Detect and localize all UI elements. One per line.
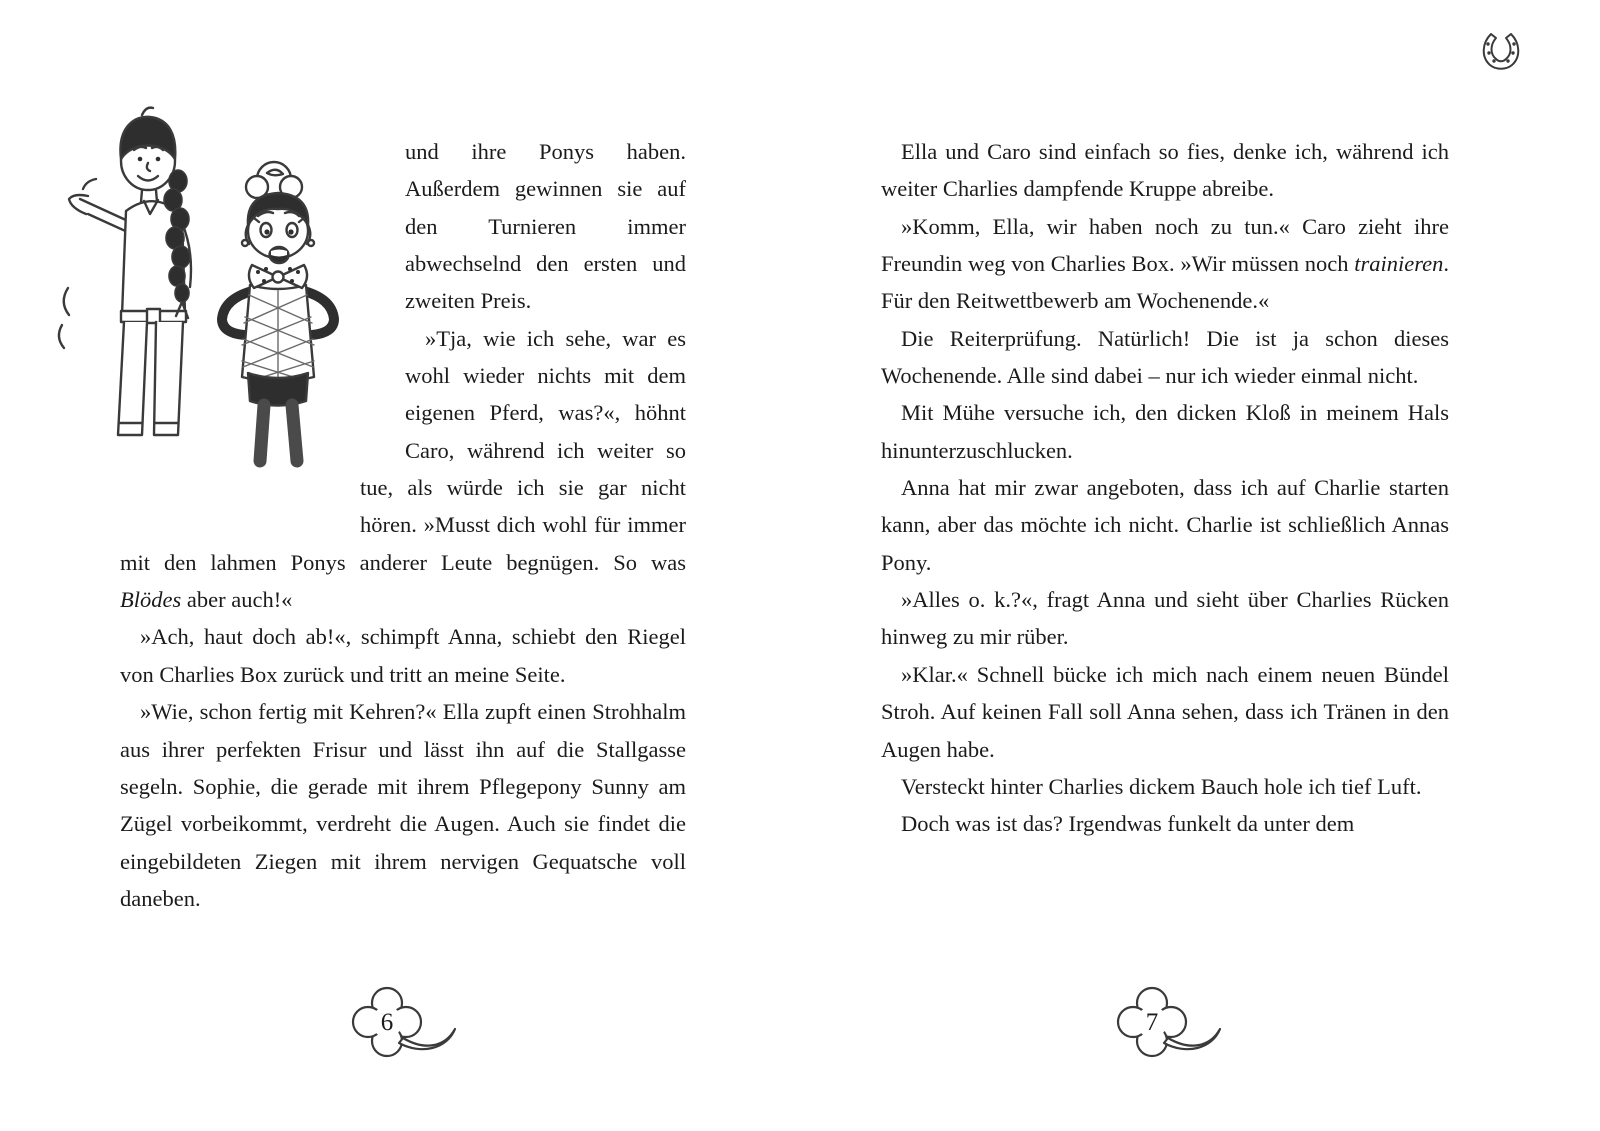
- paragraph: [881, 133, 1449, 208]
- body-text: »Klar.« Schnell bücke ich mich nach einem neuen Bündel Stroh. Auf keinen Fall soll Anna sehen, dass ich Tränen in den Augen habe.: [881, 661, 1449, 762]
- body-text: . Für den Reitwettbewerb am Wochenende.«: [881, 251, 1449, 314]
- paragraph: [881, 208, 1449, 320]
- four-leaf-clover-icon: [345, 983, 460, 1061]
- paragraph: [881, 805, 1449, 842]
- body-text: »Komm, Ella, wir haben noch zu tun.« Caro zieht ihre Freundin weg von Charlies Box. »Wir müssen noch: [881, 213, 1449, 277]
- right-page-number: 7: [1145, 1009, 1159, 1036]
- horseshoe-icon: [1478, 28, 1524, 74]
- body-text: »Ach, haut doch ab!«, schimpft Anna, schiebt den Riegel von Charlies Box zurück und tritt an meine Seite.: [120, 624, 686, 687]
- emphasized-text: Blödes: [120, 587, 182, 613]
- body-text: »Alles o. k.?«, fragt Anna und sieht über Charlies Rücken hinweg zu mir rüber.: [881, 587, 1449, 650]
- body-text: Versteckt hinter Charlies dickem Bauch hole ich tief Luft.: [901, 773, 1422, 799]
- body-text: und ihre Ponys haben. Außerdem gewinnen sie auf den Turnieren immer abwechselnd den ersten und zweiten Preis.: [405, 139, 686, 314]
- emphasized-text: trainieren: [1354, 251, 1444, 277]
- left-page-number: 6: [380, 1009, 394, 1036]
- paragraph: [120, 693, 686, 917]
- paragraph: [881, 656, 1449, 768]
- body-text: »Wie, schon fertig mit Kehren?« Ella zupft einen Strohhalm aus ihrer perfekten Frisur und lässt ihn auf die Stallgasse segeln. Sophie, die gerade mit ihrem Pflegepony Sunny am Zügel vorbeikommt, verdreht die Augen. Auch sie findet die eingebildeten Ziegen mit ihrem nervigen Gequatsche voll daneben.: [120, 699, 686, 911]
- body-text: Ella und Caro sind einfach so fies, denke ich, während ich weiter Charlies dampfende Kruppe abreibe.: [881, 139, 1449, 202]
- body-text: »Tja, wie ich sehe, war es wohl wieder nichts mit dem eigenen Pferd, was?«, höhnt Caro, während ich weiter so tue, als würde ich sie gar nicht hören. »Musst dich wohl für immer mit den lahmen Ponys anderer Leute begnügen. So was: [120, 325, 686, 575]
- right-page-text: [881, 133, 1449, 843]
- body-text: Die Reiterprüfung. Natürlich! Die ist ja schon dieses Wochenende. Alle sind dabei – nur ich wieder einmal nicht.: [881, 325, 1449, 389]
- paragraph: [881, 581, 1449, 656]
- illustration-text-wrap-spacer: [120, 469, 360, 507]
- four-leaf-clover-icon: [1110, 983, 1225, 1061]
- paragraph: [120, 618, 686, 693]
- paragraph: [881, 394, 1449, 469]
- paragraph: [881, 768, 1449, 805]
- paragraph: [881, 320, 1449, 395]
- body-text: aber auch!«: [181, 587, 293, 613]
- illustration-text-wrap-spacer: [120, 133, 405, 469]
- left-page-text: [120, 133, 686, 917]
- body-text: Anna hat mir zwar angeboten, dass ich auf Charlie starten kann, aber das möchte ich nicht. Charlie ist schließlich Annas Pony.: [881, 475, 1449, 575]
- body-text: Doch was ist das? Irgendwas funkelt da unter dem: [901, 811, 1355, 837]
- paragraph: [881, 469, 1449, 581]
- body-text: Mit Mühe versuche ich, den dicken Kloß in meinem Hals hinunterzuschlucken.: [881, 400, 1449, 463]
